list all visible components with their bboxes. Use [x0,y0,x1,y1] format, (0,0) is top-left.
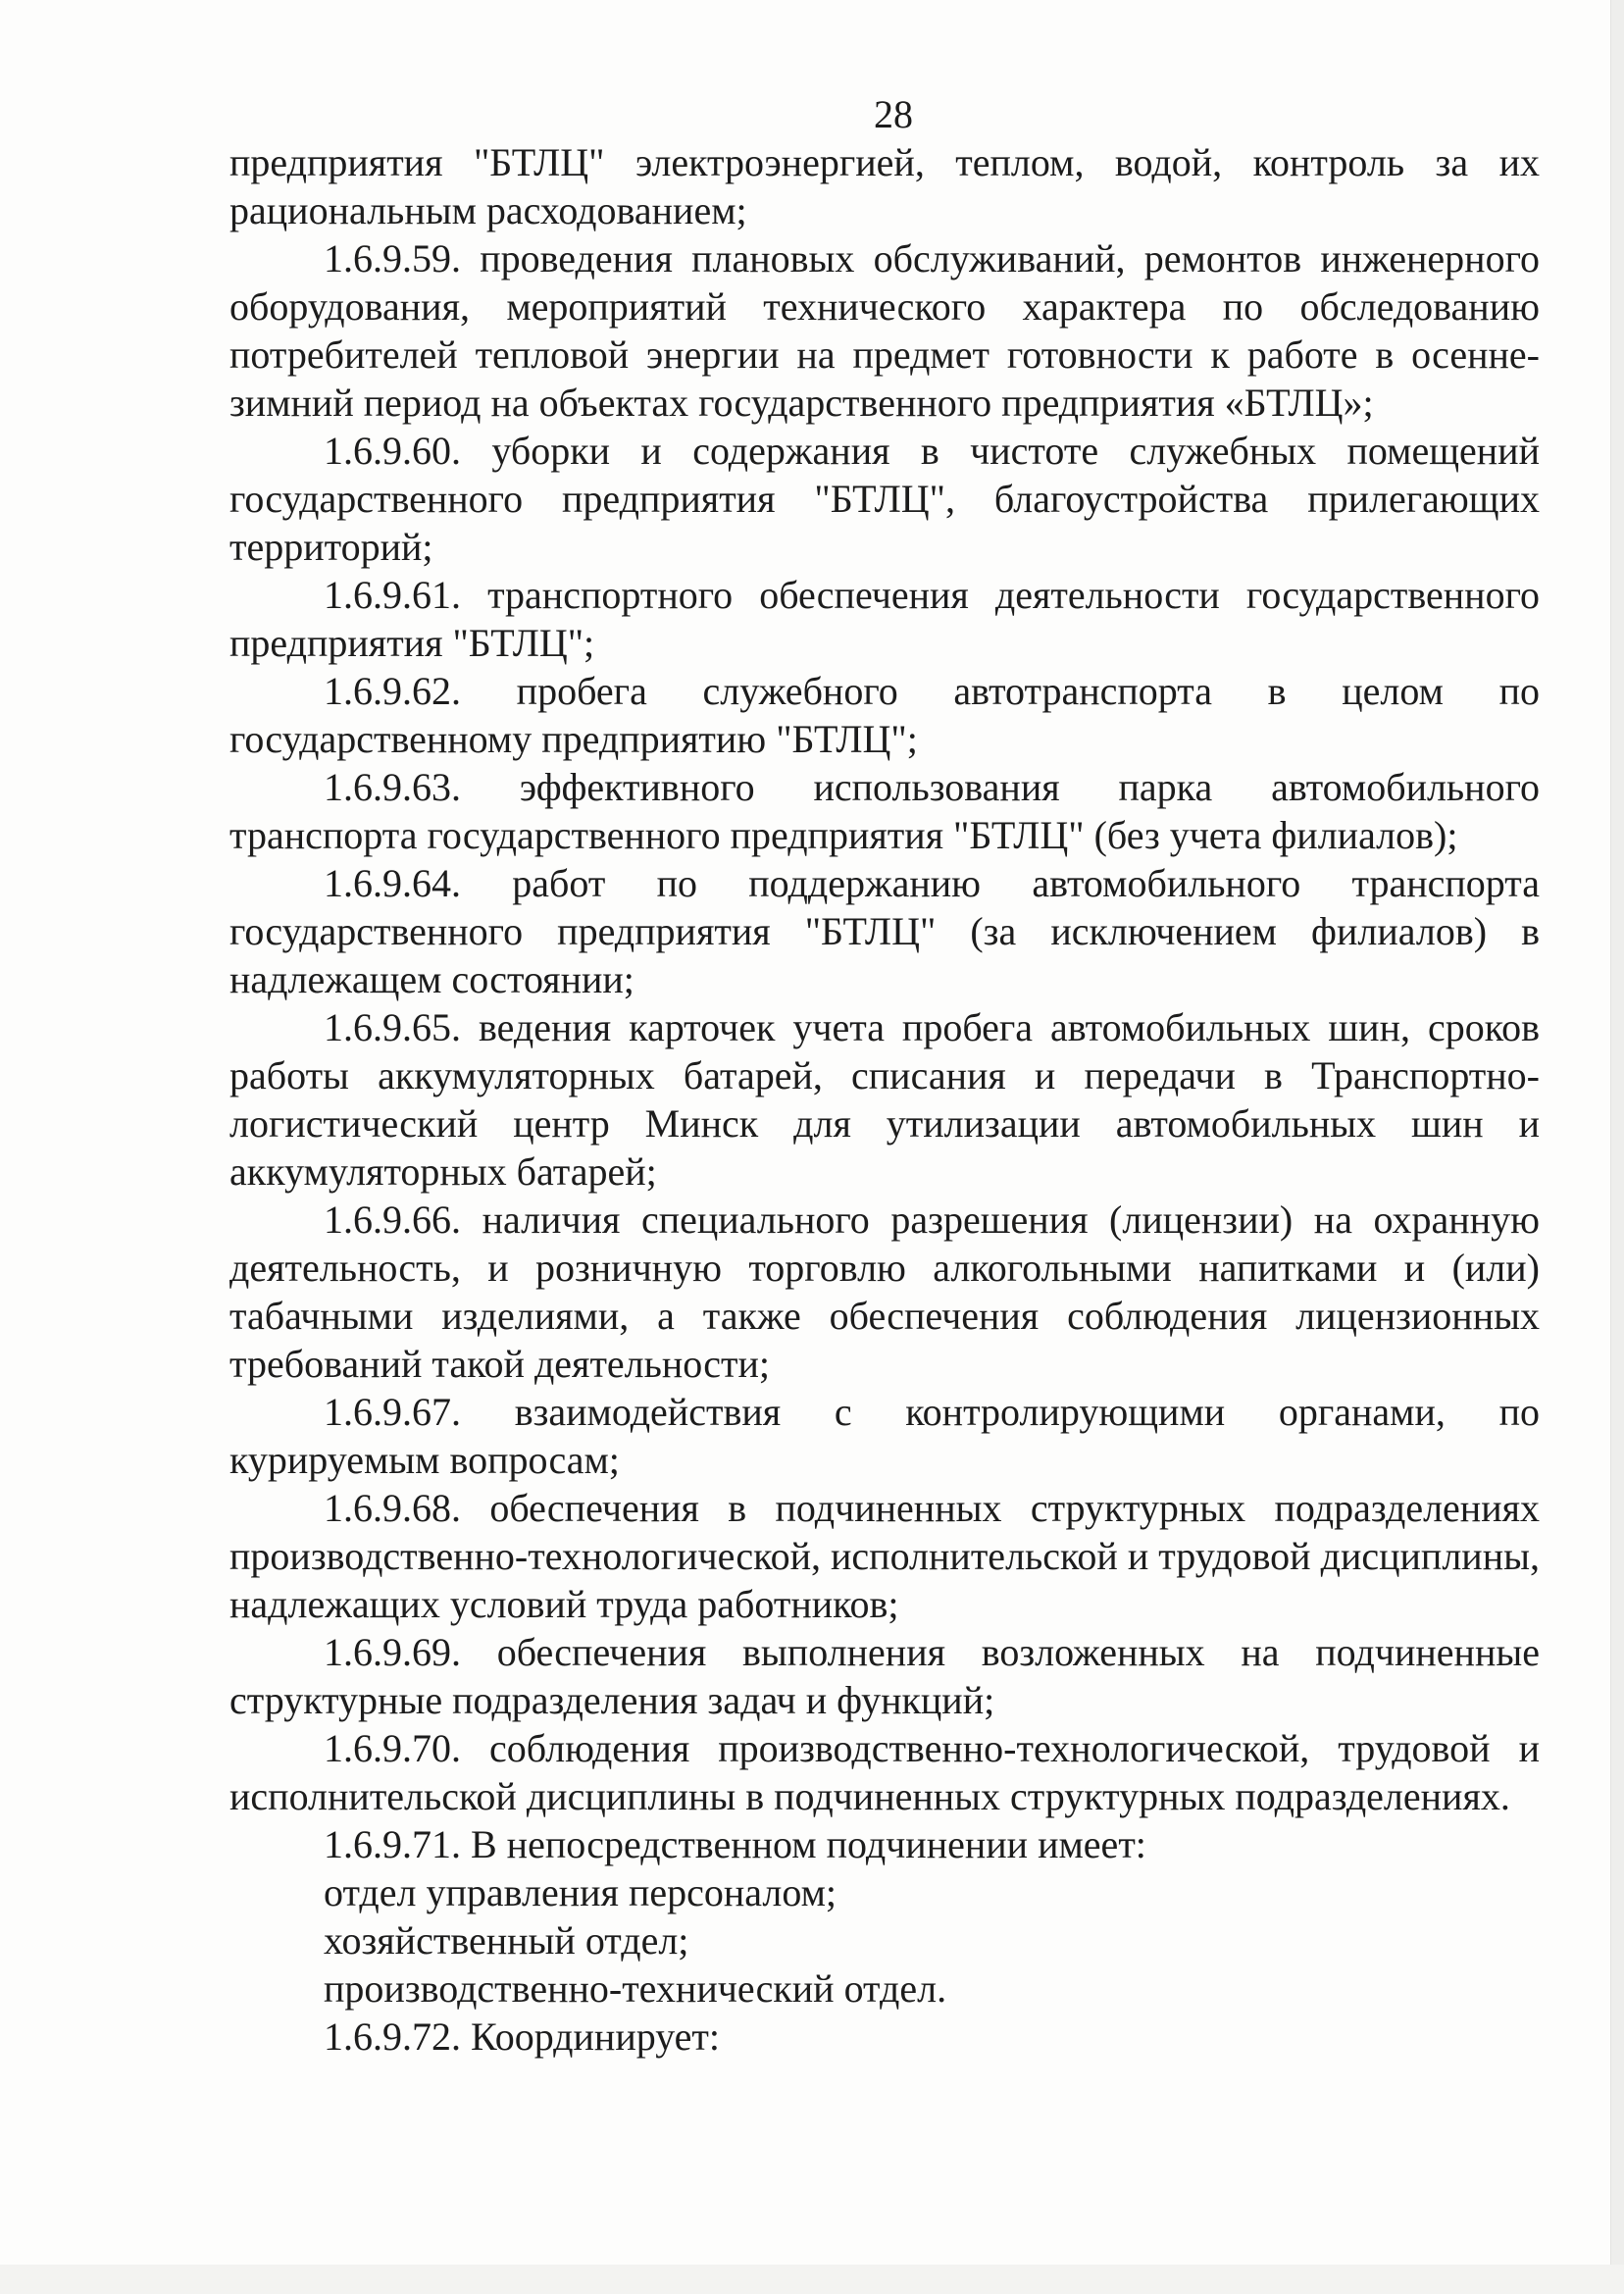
clause-1-6-9-71: 1.6.9.71. В непосредственном подчинении имеет: [324,1822,1146,1866]
page-number: 28 [874,92,913,136]
subordinate-unit-production-technical-department: производственно-технический отдел. [324,1966,947,2011]
scan-right-edge-shadow [1610,0,1624,2294]
clause-1-6-9-64: 1.6.9.64. работ по поддержанию автомобильного транспорта государственного предприятия "БТЛЦ" (за исключением филиалов) в надлежащем состоянии; [229,861,1540,1001]
clause-1-6-9-67: 1.6.9.67. взаимодействия с контролирующими органами, по курируемым вопросам; [229,1390,1540,1482]
scan-bottom-edge-shadow [0,2265,1624,2294]
clause-1-6-9-66: 1.6.9.66. наличия специального разрешения (лицензии) на охранную деятельность, и розничную торговлю алкогольными напитками и (или) табачными изделиями, а также обеспечения соблюдения лицензионных требований такой деятельности; [229,1198,1540,1386]
clause-1-6-9-59: 1.6.9.59. проведения плановых обслуживаний, ремонтов инженерного оборудования, мероприятий технического характера по обследованию потребителей тепловой энергии на предмет готовности к работе в осенне-зимний период на объектах государственного предприятия «БТЛЦ»; [229,236,1540,425]
paragraph-continuation: предприятия "БТЛЦ" электроэнергией, теплом, водой, контроль за их рациональным расходованием; [229,140,1540,232]
subordinate-unit-personnel-department: отдел управления персоналом; [324,1870,837,1914]
subordinate-unit-household-department: хозяйственный отдел; [324,1918,689,1963]
paragraphs-block [229,138,1540,2061]
clause-1-6-9-62: 1.6.9.62. пробега служебного автотранспорта в целом по государственному предприятию "БТЛЦ"; [229,669,1540,761]
clause-1-6-9-63: 1.6.9.63. эффективного использования парка автомобильного транспорта государственного предприятия "БТЛЦ" (без учета филиалов); [229,765,1540,857]
clause-1-6-9-68: 1.6.9.68. обеспечения в подчиненных структурных подразделениях производственно-технологической, исполнительской и трудовой дисциплины, надлежащих условий труда работников; [229,1486,1540,1626]
clause-1-6-9-61: 1.6.9.61. транспортного обеспечения деятельности государственного предприятия "БТЛЦ"; [229,573,1540,665]
clause-1-6-9-60: 1.6.9.60. уборки и содержания в чистоте служебных помещений государственного предприятия "БТЛЦ", благоустройства прилегающих территорий; [229,429,1540,569]
clause-1-6-9-70: 1.6.9.70. соблюдения производственно-технологической, трудовой и исполнительской дисциплины в подчиненных структурных подразделениях. [229,1726,1540,1818]
clause-1-6-9-72: 1.6.9.72. Координирует: [324,2014,721,2059]
clause-1-6-9-69: 1.6.9.69. обеспечения выполнения возложенных на подчиненные структурные подразделения задач и функций; [229,1630,1540,1722]
clause-1-6-9-65: 1.6.9.65. ведения карточек учета пробега автомобильных шин, сроков работы аккумуляторных батарей, списания и передачи в Транспортно-логистический центр Минск для утилизации автомобильных шин и аккумуляторных батарей; [229,1005,1540,1194]
page-body [229,90,1540,2061]
